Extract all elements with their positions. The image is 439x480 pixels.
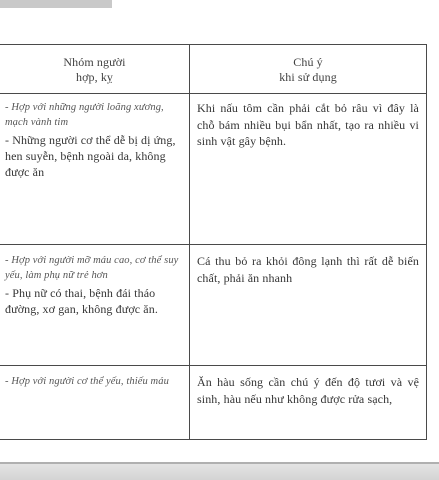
column-divider xyxy=(189,45,190,439)
table-row-1-note: Khi nấu tôm cần phải cắt bỏ râu vì đây là chỗ bám nhiều bụi bẩn nhất, tạo ra nhiều vi sinh vật gây bệnh. xyxy=(197,101,419,148)
header-group-line1: Nhóm người xyxy=(63,55,126,69)
avoid-text: - Phụ nữ có thai, bệnh đái tháo đường, xơ gan, không được ăn. xyxy=(5,286,158,316)
food-guidance-table xyxy=(0,44,427,440)
header-note-line2: khi sử dụng xyxy=(279,70,337,84)
row-divider xyxy=(0,244,426,245)
suitable-text: - Hợp với người mỡ máu cao, cơ thể suy yếu, làm phụ nữ trẻ hơn xyxy=(5,255,179,281)
page-top-tab xyxy=(0,0,112,8)
header-divider xyxy=(0,93,426,94)
suitable-text: - Hợp với những người loãng xương, mạch vành tim xyxy=(5,102,164,128)
table-row-1-group xyxy=(5,100,183,180)
header-note-line1: Chú ý xyxy=(293,55,323,69)
suitable-text: - Hợp với người cơ thể yếu, thiếu máu xyxy=(5,376,169,387)
header-group-line2: hợp, kỵ xyxy=(75,70,114,84)
table-row-3-note: Ăn hàu sống cần chú ý đến độ tươi và vệ sinh, hàu nếu như không được rửa sạch, xyxy=(197,375,419,406)
table-row-3-group xyxy=(5,374,183,389)
page-bottom-bar xyxy=(0,462,439,480)
avoid-text: - Những người cơ thể dễ bị dị ứng, hen suyễn, bệnh ngoài da, không được ăn xyxy=(5,133,176,179)
header-group xyxy=(0,55,189,85)
table-row-2-note: Cá thu bỏ ra khỏi đông lạnh thì rất dễ biến chất, phải ăn nhanh xyxy=(197,254,419,285)
header-note xyxy=(190,55,426,85)
table-row-2-group xyxy=(5,253,183,317)
row-divider xyxy=(0,365,426,366)
